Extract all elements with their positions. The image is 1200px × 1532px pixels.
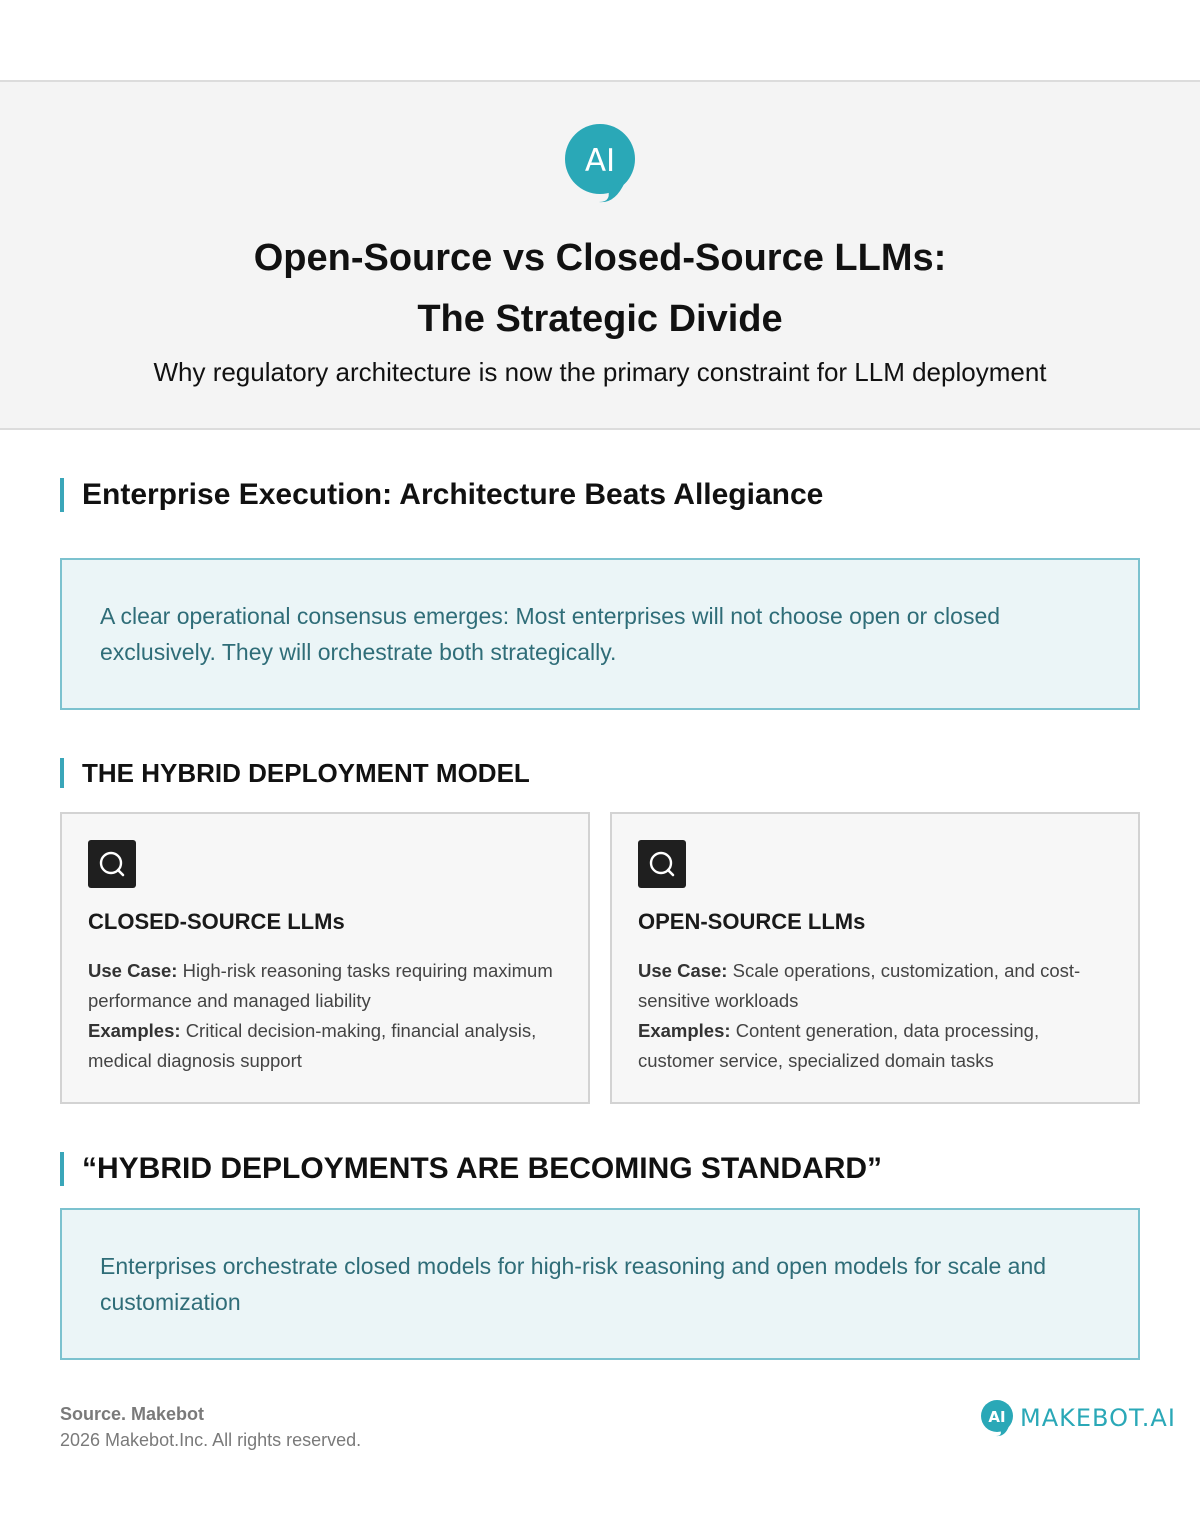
brand-logo-text: AI (988, 1408, 1006, 1426)
card-title: OPEN-SOURCE LLMs (638, 909, 866, 934)
use-case-label: Use Case: (638, 960, 728, 981)
execution-callout: A clear operational consensus emerges: Most enterprises will not choose open or closed exclusively. They will orchestrate both strategically. (60, 558, 1140, 710)
quote-callout: Enterprises orchestrate closed models for high-risk reasoning and open models for scale and customization (60, 1208, 1140, 1360)
examples-text: Content generation, data processing, customer service, specialized domain tasks (638, 1020, 1040, 1071)
page-subtitle: Why regulatory architecture is now the primary constraint for LLM deployment (153, 357, 1047, 387)
brand-logo[interactable] (980, 1398, 1176, 1438)
closed-source-card (60, 812, 590, 1104)
footer-copyright: 2026 Makebot.Inc. All rights reserved. (60, 1430, 362, 1450)
title-line-1: Open-Source vs Closed-Source LLMs: (253, 237, 947, 279)
examples-label: Examples: (638, 1020, 731, 1041)
brand-name: MAKEBOT.AI (1020, 1404, 1176, 1432)
use-case-text: Scale operations, customization, and cost-sensitive workloads (638, 960, 1081, 1011)
search-icon (88, 840, 136, 888)
card-body (638, 956, 1112, 1076)
card-title: CLOSED-SOURCE LLMs (88, 909, 345, 934)
examples-label: Examples: (88, 1020, 181, 1041)
page-title (0, 228, 1200, 350)
section-heading-execution: Enterprise Execution: Architecture Beats Allegiance (60, 478, 823, 512)
use-case-label: Use Case: (88, 960, 178, 981)
footer-source: Source. Makebot (60, 1404, 205, 1424)
ai-chat-bubble-logo-icon (563, 122, 637, 204)
section-heading-quote: “HYBRID DEPLOYMENTS ARE BECOMING STANDARD” (60, 1152, 882, 1186)
card-body (88, 956, 562, 1076)
logo-text: AI (584, 143, 616, 179)
search-icon (638, 840, 686, 888)
use-case-text: High-risk reasoning tasks requiring maximum performance and managed liability (88, 960, 553, 1011)
open-source-card (610, 812, 1140, 1104)
header-banner (0, 80, 1200, 430)
brand-chat-bubble-icon (980, 1399, 1014, 1437)
title-line-2: The Strategic Divide (417, 298, 783, 340)
examples-text: Critical decision-making, financial analysis, medical diagnosis support (88, 1020, 537, 1071)
section-heading-hybrid-model: THE HYBRID DEPLOYMENT MODEL (60, 758, 530, 788)
